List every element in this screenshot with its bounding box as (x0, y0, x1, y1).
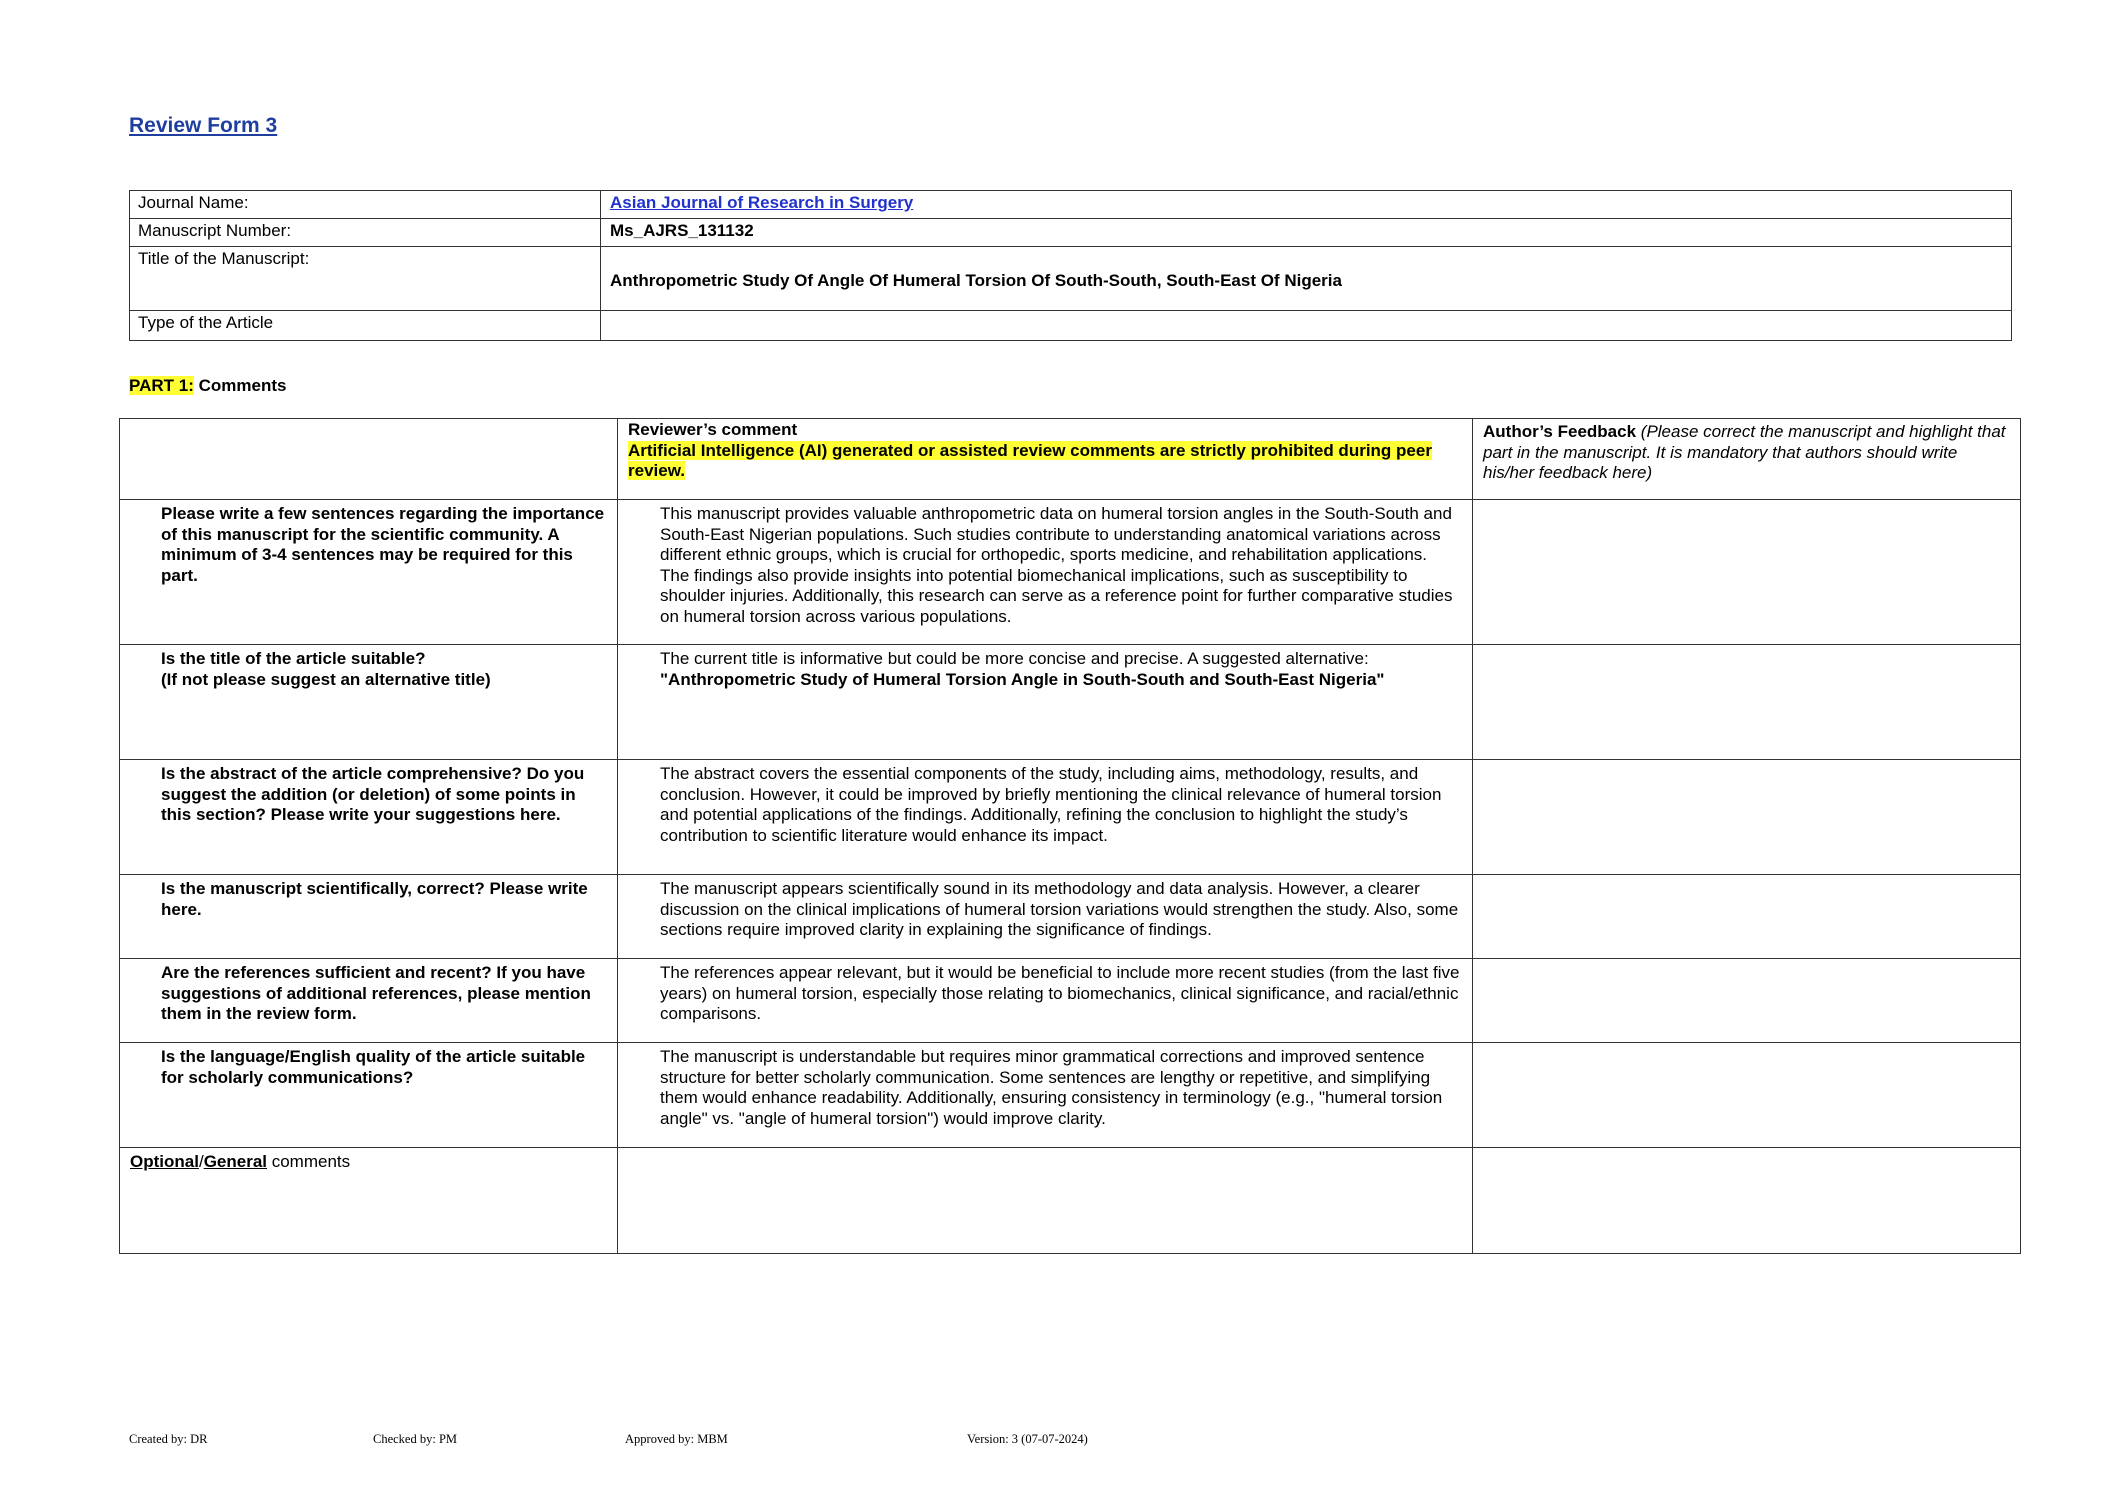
footer-checked-by: Checked by: PM (373, 1432, 458, 1446)
suggested-title: "Anthropometric Study of Humeral Torsion Angle in South-South and South-East Nigeria" (660, 669, 1385, 689)
reviewer-comment-header (618, 419, 1473, 500)
table-row (120, 500, 2021, 645)
reviewer-comment-heading: Reviewer’s comment (628, 420, 798, 439)
manuscript-number-label: Manuscript Number: (130, 219, 601, 247)
question-scientific: Is the manuscript scientifically, correct? Please write here. (120, 875, 618, 959)
reviewer-comment-cell: The manuscript appears scientifically sound in its methodology and data analysis. However, a clearer discussion on the clinical implications of humeral torsion variations would strengthen the study. Also, some sections require improved clarity in explaining the significance of findings. (618, 875, 1473, 959)
manuscript-number-row (130, 219, 2012, 247)
optional-general-label: Optional/General comments (120, 1148, 618, 1254)
article-type-label: Type of the Article (130, 311, 601, 341)
footer-created-by: Created by: DR (129, 1432, 208, 1446)
journal-row (130, 191, 2012, 219)
comment-line: The current title is informative but could be more concise and precise. A suggested alternative: (660, 649, 1369, 668)
journal-label: Journal Name: (130, 191, 601, 219)
footer-version: Version: 3 (07-07-2024) (967, 1432, 1088, 1446)
question-importance: Please write a few sentences regarding the importance of this manuscript for the scientific community. A minimum of 3-4 sentences may be required for this part. (120, 500, 618, 645)
author-feedback-cell[interactable] (1473, 875, 2021, 959)
question-abstract: Is the abstract of the article comprehensive? Do you suggest the addition (or deletion) of some points in this section? Please write your suggestions here. (120, 760, 618, 875)
table-row (120, 760, 2021, 875)
reviewer-comment-cell (618, 645, 1473, 760)
author-feedback-cell[interactable] (1473, 959, 2021, 1043)
author-feedback-cell[interactable] (1473, 645, 2021, 760)
article-type-row (130, 311, 2012, 341)
optional-comment-cell[interactable] (618, 1148, 1473, 1254)
reviewer-comment-cell: The abstract covers the essential components of the study, including aims, methodology, results, and conclusion. However, it could be improved by briefly mentioning the clinical relevance of humeral torsion and potential applications of the findings. Additionally, refining the conclusion to highlight the study’s contribution to scientific literature would enhance its impact. (618, 760, 1473, 875)
question-line: Is the title of the article suitable? (161, 649, 426, 668)
reviewer-comment-cell: This manuscript provides valuable anthropometric data on humeral torsion angles in the South-South and South-East Nigerian populations. Such studies contribute to understanding anatomical variations across different ethnic groups, which is crucial for orthopedic, sports medicine, and rehabilitation applications. The findings also provide insights into potential biomechanical implications, such as susceptibility to shoulder injuries. Additionally, this research can serve as a reference point for further comparative studies on humeral torsion across various populations. (618, 500, 1473, 645)
author-feedback-note: (Please correct the manuscript and highlight that part in the manuscript. It is mandatory that authors should write his/her feedback here) (1483, 422, 2006, 483)
comments-table (119, 418, 2021, 1254)
table-row (120, 645, 2021, 760)
table-row (120, 959, 2021, 1043)
part1-label: PART 1: (129, 376, 194, 395)
part1-heading (129, 376, 286, 396)
comments-header-row (120, 419, 2021, 500)
form-title-link[interactable]: Review Form 3 (129, 114, 278, 137)
author-feedback-cell[interactable] (1473, 1043, 2021, 1148)
header-empty-cell (120, 419, 618, 500)
author-feedback-cell[interactable] (1473, 500, 2021, 645)
optional-feedback-cell[interactable] (1473, 1148, 2021, 1254)
part1-title: Comments (198, 376, 287, 395)
manuscript-number-value: Ms_AJRS_131132 (601, 219, 2012, 247)
question-line: (If not please suggest an alternative title) (161, 669, 491, 689)
manuscript-title-row (130, 247, 2012, 311)
optional-comments-row (120, 1148, 2021, 1254)
manuscript-title-label: Title of the Manuscript: (130, 247, 601, 311)
article-type-value[interactable] (601, 311, 2012, 341)
table-row (120, 1043, 2021, 1148)
author-feedback-header (1473, 419, 2021, 500)
manuscript-title-value: Anthropometric Study Of Angle Of Humeral Torsion Of South-South, South-East Of Nigeria (601, 247, 2012, 311)
manuscript-info-table (129, 190, 2012, 341)
author-feedback-heading: Author’s Feedback (1483, 422, 1637, 441)
ai-warning: Artificial Intelligence (AI) generated or assisted review comments are strictly prohibited during peer review. (628, 440, 1432, 481)
table-row (120, 875, 2021, 959)
question-language: Is the language/English quality of the article suitable for scholarly communications? (120, 1043, 618, 1148)
question-references: Are the references sufficient and recent? If you have suggestions of additional references, please mention them in the review form. (120, 959, 618, 1043)
reviewer-comment-cell: The references appear relevant, but it would be beneficial to include more recent studies (from the last five years) on humeral torsion, especially those relating to biomechanics, clinical significance, and racial/ethnic comparisons. (618, 959, 1473, 1043)
journal-name-link[interactable]: Asian Journal of Research in Surgery (601, 191, 2012, 219)
question-title-suitable (120, 645, 618, 760)
author-feedback-cell[interactable] (1473, 760, 2021, 875)
footer-approved-by: Approved by: MBM (625, 1432, 728, 1446)
reviewer-comment-cell: The manuscript is understandable but requires minor grammatical corrections and improved sentence structure for better scholarly communication. Some sentences are lengthy or repetitive, and simplifying them would enhance readability. Additionally, ensuring consistency in terminology (e.g., "humeral torsion angle" vs. "angle of humeral torsion") would improve clarity. (618, 1043, 1473, 1148)
